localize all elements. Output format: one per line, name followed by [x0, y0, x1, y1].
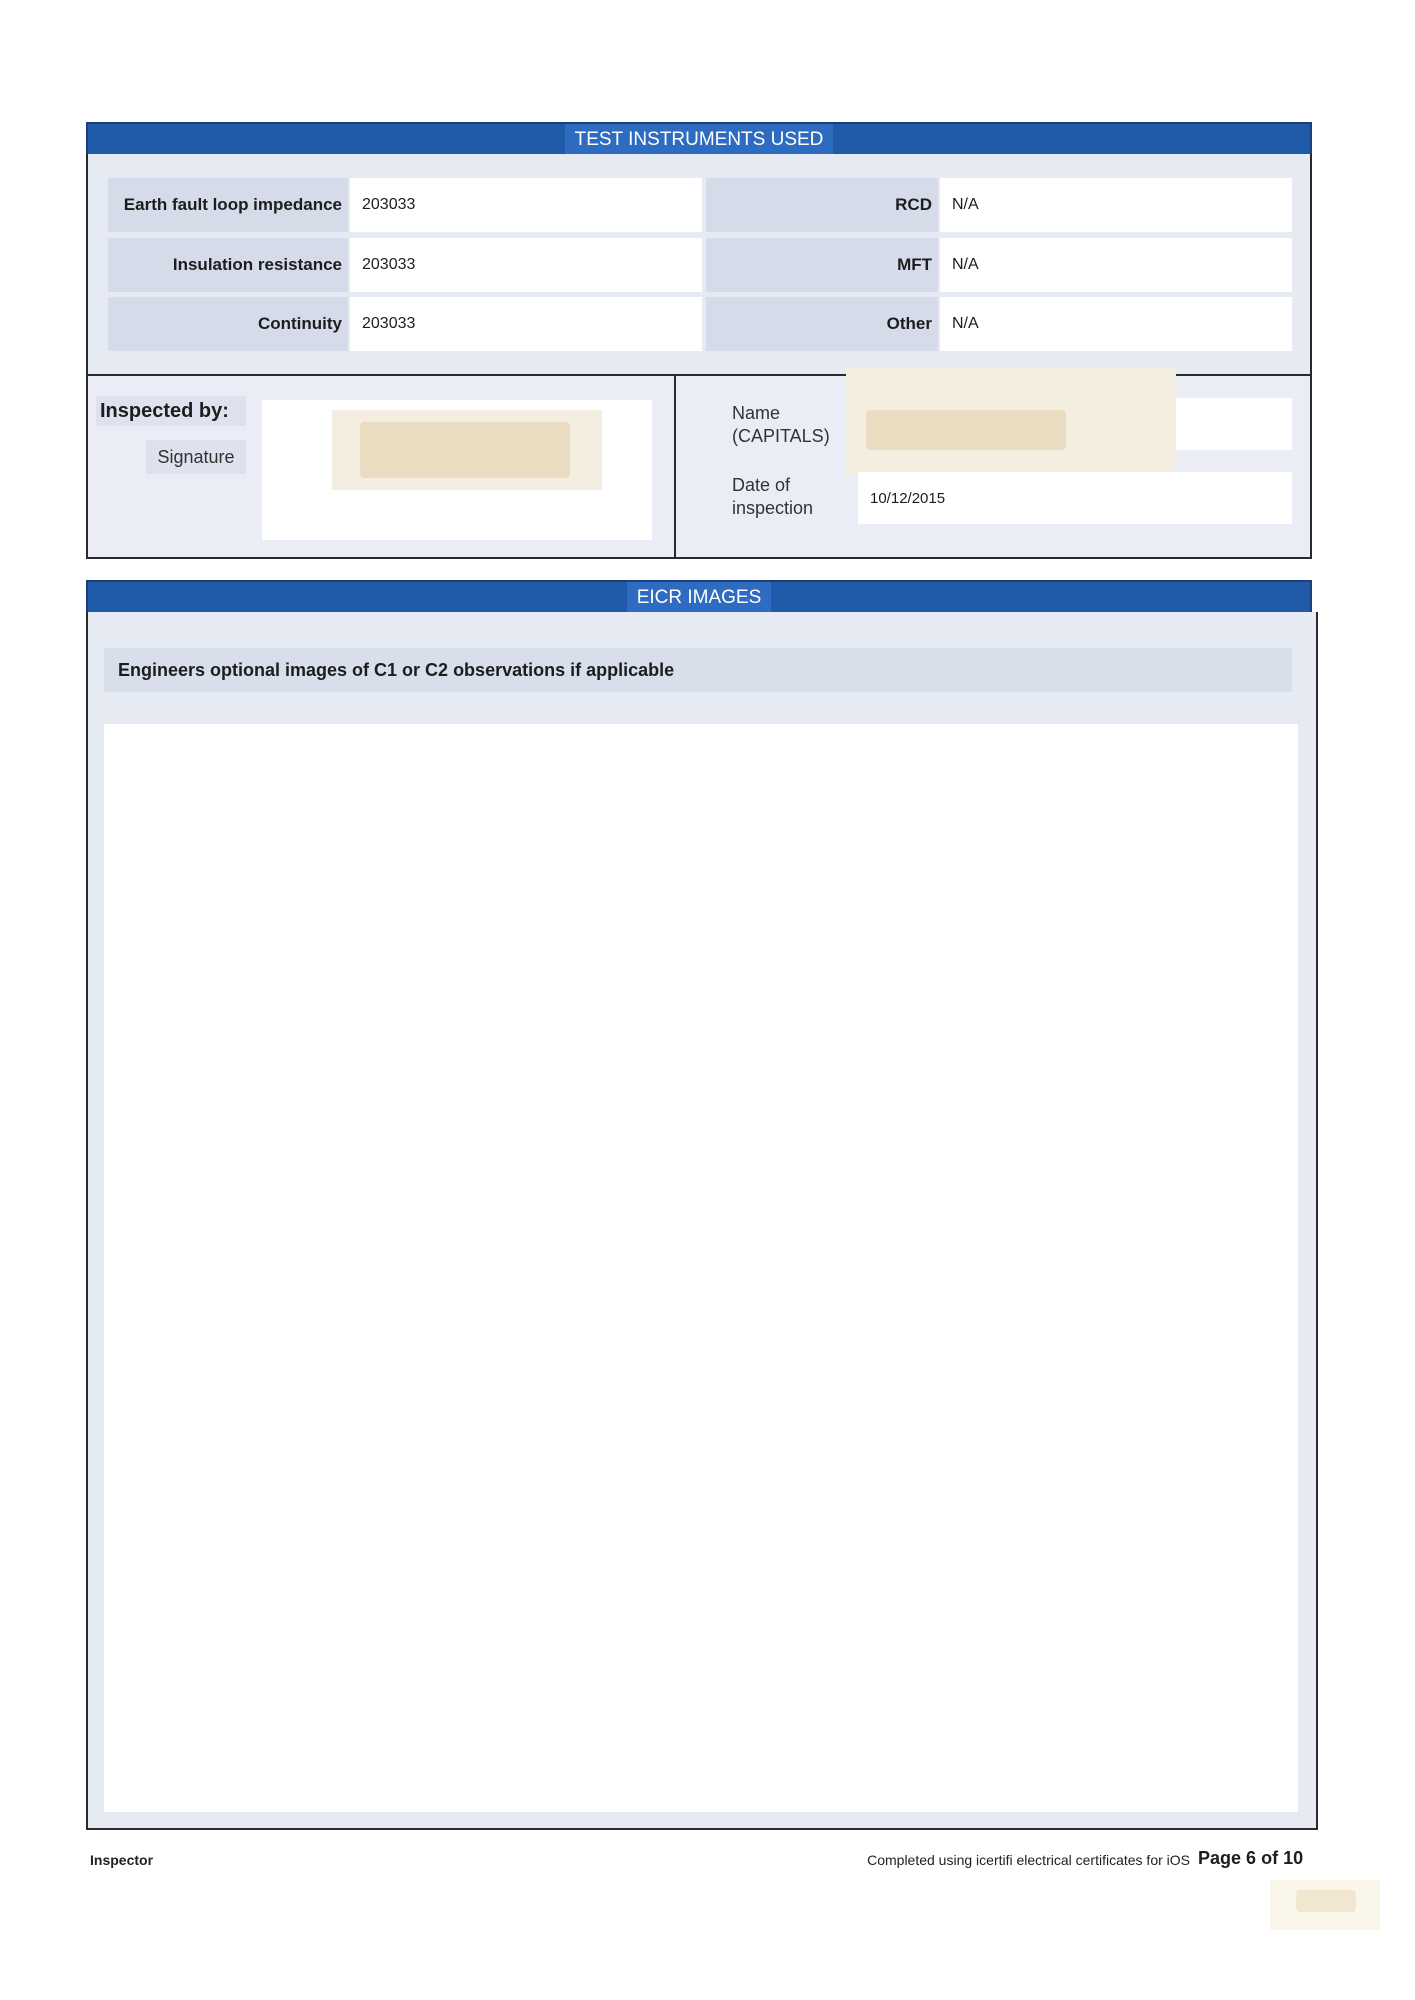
date-field[interactable]: 10/12/2015 [858, 472, 1292, 524]
eicr-images-area[interactable] [104, 724, 1298, 1812]
other-label: Other [706, 297, 938, 351]
footer-page-word: Page [1198, 1848, 1242, 1868]
footer-page-of: of [1261, 1848, 1279, 1868]
other-field[interactable]: N/A [940, 297, 1292, 351]
continuity-label: Continuity [108, 297, 348, 351]
earth-fault-loop-field[interactable]: 203033 [350, 178, 702, 232]
insulation-resistance-label: Insulation resistance [108, 238, 348, 292]
eicr-images-header [86, 580, 1312, 612]
footer-completed-using: Completed using icertifi electrical certificates for iOS [867, 1852, 1190, 1868]
footer-page-total: 10 [1283, 1848, 1304, 1868]
footer-page-current: 6 [1246, 1848, 1257, 1868]
name-label-line2: (CAPITALS) [732, 426, 830, 446]
footer-page-number [1198, 1848, 1318, 1872]
insulation-resistance-field[interactable]: 203033 [350, 238, 702, 292]
rcd-field[interactable]: N/A [940, 178, 1292, 232]
eicr-images-title: EICR IMAGES [627, 582, 772, 614]
footer-inspector: Inspector [90, 1852, 154, 1868]
name-label-line1: Name [732, 403, 781, 423]
signature-label: Signature [146, 440, 246, 474]
test-instruments-header [86, 122, 1312, 154]
signature-image [332, 410, 602, 490]
test-instruments-title: TEST INSTRUMENTS USED [565, 124, 834, 156]
date-label [732, 474, 842, 524]
date-label-line1: Date of [732, 475, 791, 495]
earth-fault-loop-label: Earth fault loop impedance [108, 178, 348, 232]
date-label-line2: inspection [732, 498, 814, 518]
mft-label: MFT [706, 238, 938, 292]
mft-field[interactable]: N/A [940, 238, 1292, 292]
name-redaction [846, 368, 1176, 476]
footer-initials-redaction [1270, 1880, 1380, 1930]
continuity-field[interactable]: 203033 [350, 297, 702, 351]
eicr-images-caption: Engineers optional images of C1 or C2 observations if applicable [104, 648, 1292, 692]
signature-field[interactable] [262, 400, 652, 540]
inspected-by-heading: Inspected by: [96, 396, 246, 426]
rcd-label: RCD [706, 178, 938, 232]
name-label [732, 402, 842, 452]
